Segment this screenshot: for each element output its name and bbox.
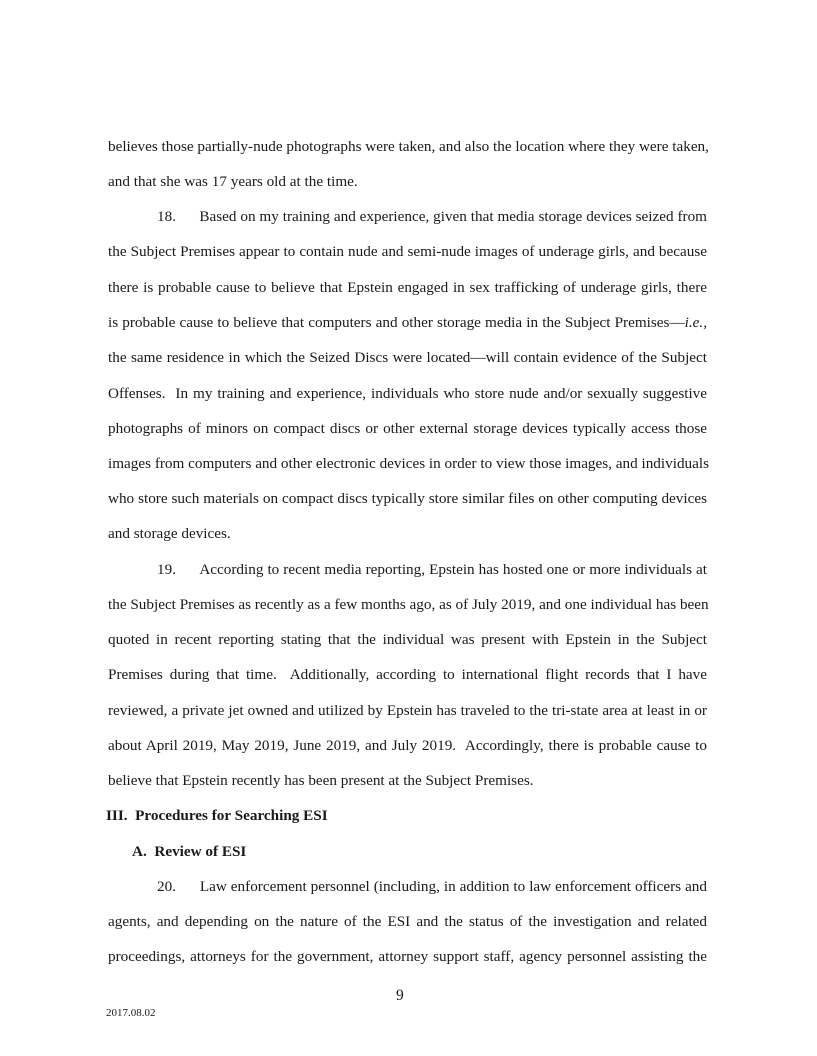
text-line: proceedings, attorneys for the government, attorney support staff, agency personnel assisting the	[108, 948, 707, 965]
text-line	[108, 313, 707, 333]
text-line: Offenses. In my training and experience, individuals who store nude and/or sexually suggestive	[108, 385, 707, 402]
text-line: and that she was 17 years old at the time.	[108, 173, 358, 190]
text-line: agents, and depending on the nature of the ESI and the status of the investigation and related	[108, 913, 707, 930]
text-line: the Subject Premises as recently as a few months ago, as of July 2019, and one individual has been	[108, 596, 709, 613]
text-line: there is probable cause to believe that Epstein engaged in sex trafficking of underage girls, there	[108, 279, 707, 296]
text-line: reviewed, a private jet owned and utilized by Epstein has traveled to the tri-state area at least in or	[108, 702, 707, 719]
page-number: 9	[396, 987, 404, 1004]
text-line: believe that Epstein recently has been present at the Subject Premises.	[108, 772, 534, 789]
footer-code: 2017.08.02	[106, 1007, 156, 1019]
text-line: quoted in recent reporting stating that the individual was present with Epstein in the Subject	[108, 631, 707, 648]
text-line: about April 2019, May 2019, June 2019, and July 2019. Accordingly, there is probable cause to	[108, 737, 707, 754]
paragraph-19-start: 19. According to recent media reporting, Epstein has hosted one or more individuals at	[157, 561, 707, 578]
section-heading: III. Procedures for Searching ESI	[106, 807, 328, 824]
text-line: and storage devices.	[108, 525, 231, 542]
text-line: Premises during that time. Additionally, according to international flight records that I have	[108, 666, 707, 683]
text-line: photographs of minors on compact discs or other external storage devices typically access those	[108, 420, 707, 437]
text-line: the same residence in which the Seized Discs were located—will contain evidence of the Subject	[108, 349, 707, 366]
italic-ie: i.e.,	[684, 314, 707, 331]
text-line: images from computers and other electronic devices in order to view those images, and individuals	[108, 455, 709, 472]
text-line: the Subject Premises appear to contain nude and semi-nude images of underage girls, and because	[108, 243, 707, 260]
subsection-heading: A. Review of ESI	[132, 843, 247, 860]
paragraph-18-start: 18. Based on my training and experience, given that media storage devices seized from	[157, 208, 707, 225]
paragraph-20-start: 20. Law enforcement personnel (including, in addition to law enforcement officers and	[157, 878, 707, 895]
text-line: believes those partially-nude photographs were taken, and also the location where they were taken,	[108, 138, 709, 155]
text-line: who store such materials on compact discs typically store similar files on other computing devices	[108, 490, 707, 507]
text-segment: is probable cause to believe that computers and other storage media in the Subject Premises—	[108, 314, 685, 331]
